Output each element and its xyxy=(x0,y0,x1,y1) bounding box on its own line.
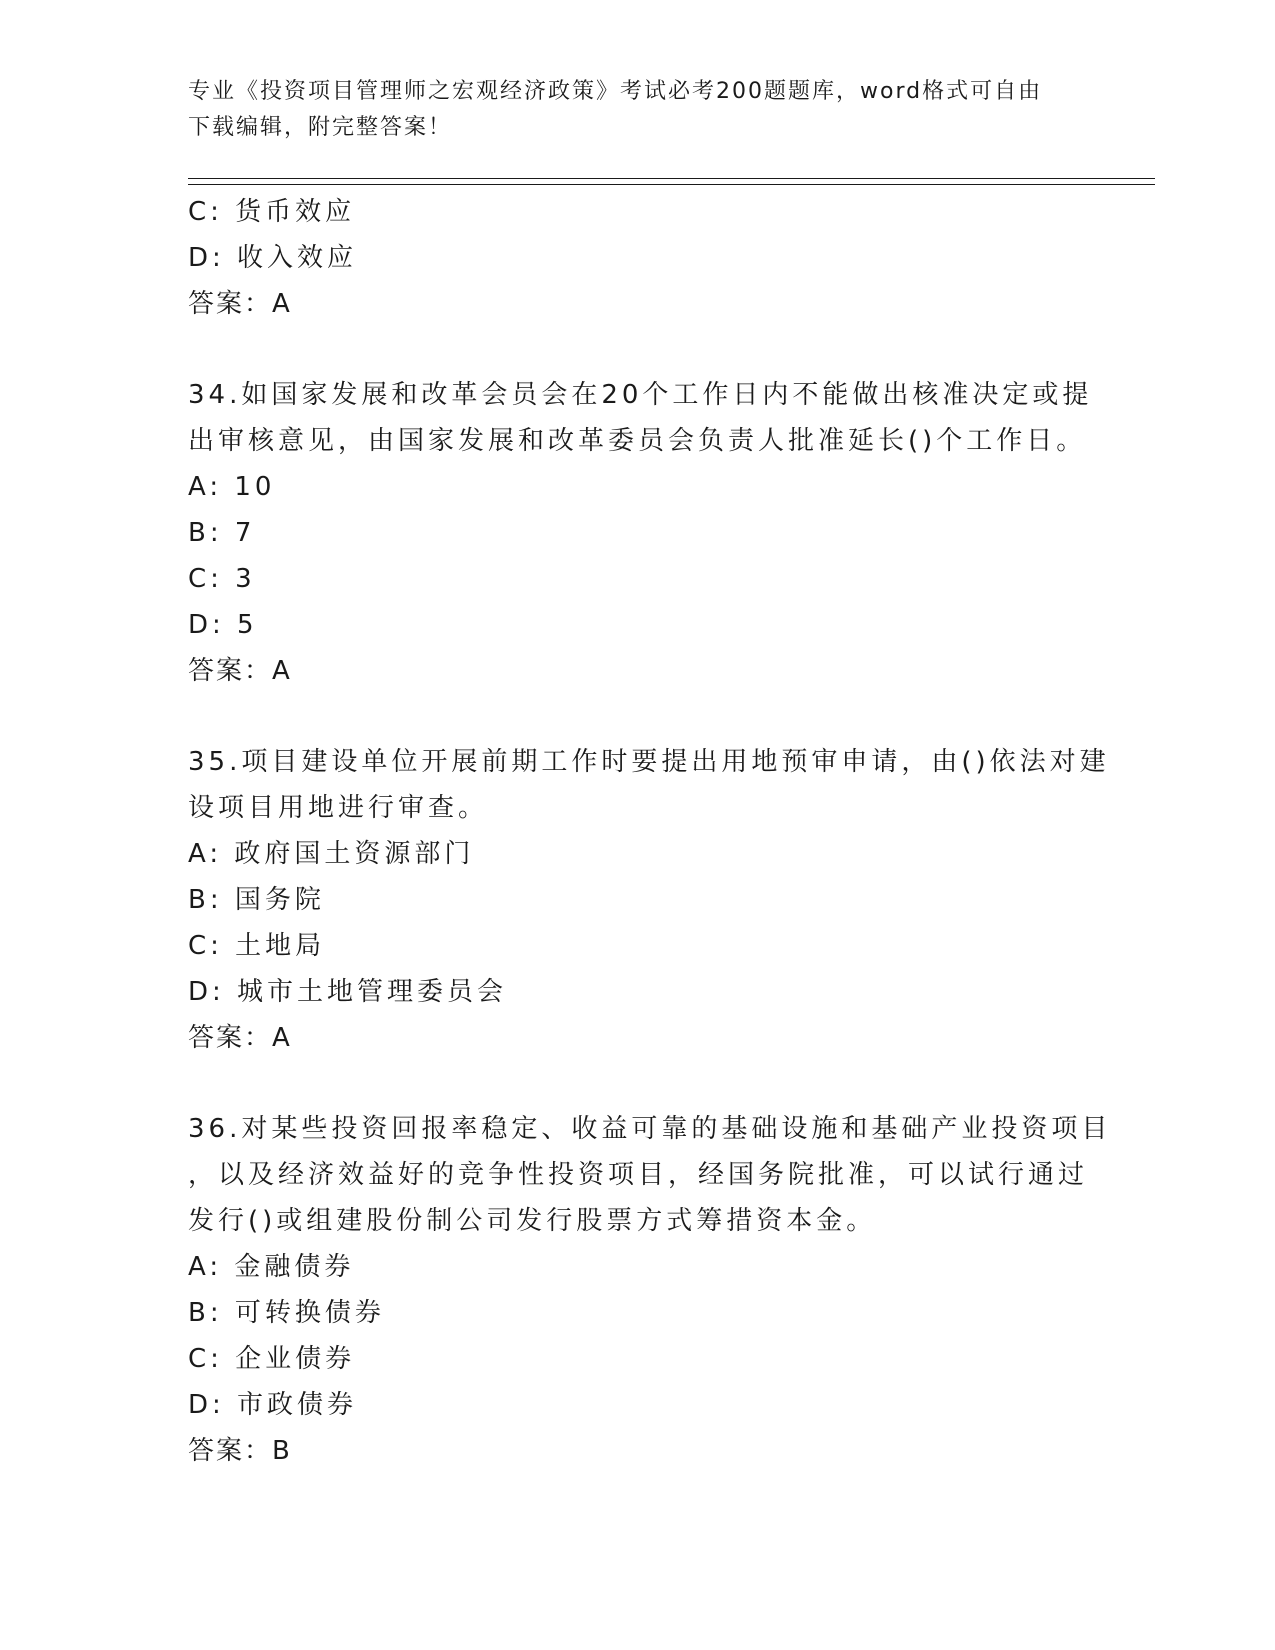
question-stem-line: 34.如国家发展和改革会员会在20个工作日内不能做出核准决定或提 xyxy=(188,380,1093,410)
answer: 答案：B xyxy=(188,1436,292,1466)
option-b: B: 国务院 xyxy=(188,885,325,915)
question-33-tail xyxy=(188,189,1088,327)
answer: 答案：A xyxy=(188,656,292,686)
document-header xyxy=(188,74,1068,146)
option-a: A: 10 xyxy=(188,472,276,502)
option-d: D: 收入效应 xyxy=(188,243,358,273)
option-a: A: 政府国土资源部门 xyxy=(188,839,475,869)
question-stem-line: 36.对某些投资回报率稳定、收益可靠的基础设施和基础产业投资项目 xyxy=(188,1114,1112,1144)
option-c: C: 货币效应 xyxy=(188,197,356,227)
answer: 答案：A xyxy=(188,1023,292,1053)
question-list xyxy=(188,189,1112,1474)
option-b: B: 可转换债券 xyxy=(188,1298,385,1328)
question-stem-line: ，以及经济效益好的竞争性投资项目，经国务院批准，可以试行通过 xyxy=(188,1160,1089,1190)
question-stem-line: 发行()或组建股份制公司发行股票方式筹措资本金。 xyxy=(188,1206,877,1236)
header-divider xyxy=(188,178,1155,185)
option-d: D: 市政债券 xyxy=(188,1390,358,1420)
option-d: D: 城市土地管理委员会 xyxy=(188,977,508,1007)
question-34 xyxy=(188,372,1093,694)
option-a: A: 金融债券 xyxy=(188,1252,355,1282)
option-c: C: 土地局 xyxy=(188,931,326,961)
question-36 xyxy=(188,1106,1112,1474)
option-c: C: 企业债券 xyxy=(188,1344,356,1374)
option-b: B: 7 xyxy=(188,518,256,548)
question-stem-line: 设项目用地进行审查。 xyxy=(188,793,489,823)
question-35 xyxy=(188,739,1110,1061)
header-line-1: 专业《投资项目管理师之宏观经济政策》考试必考200题题库，word格式可自由 xyxy=(188,79,1043,104)
answer: 答案：A xyxy=(188,289,292,319)
option-c: C: 3 xyxy=(188,564,256,594)
option-d: D: 5 xyxy=(188,610,258,640)
header-line-2: 下载编辑，附完整答案！ xyxy=(188,115,453,140)
question-stem-line: 出审核意见，由国家发展和改革委员会负责人批准延长()个工作日。 xyxy=(188,426,1087,456)
question-stem-line: 35.项目建设单位开展前期工作时要提出用地预审申请，由()依法对建 xyxy=(188,747,1110,777)
